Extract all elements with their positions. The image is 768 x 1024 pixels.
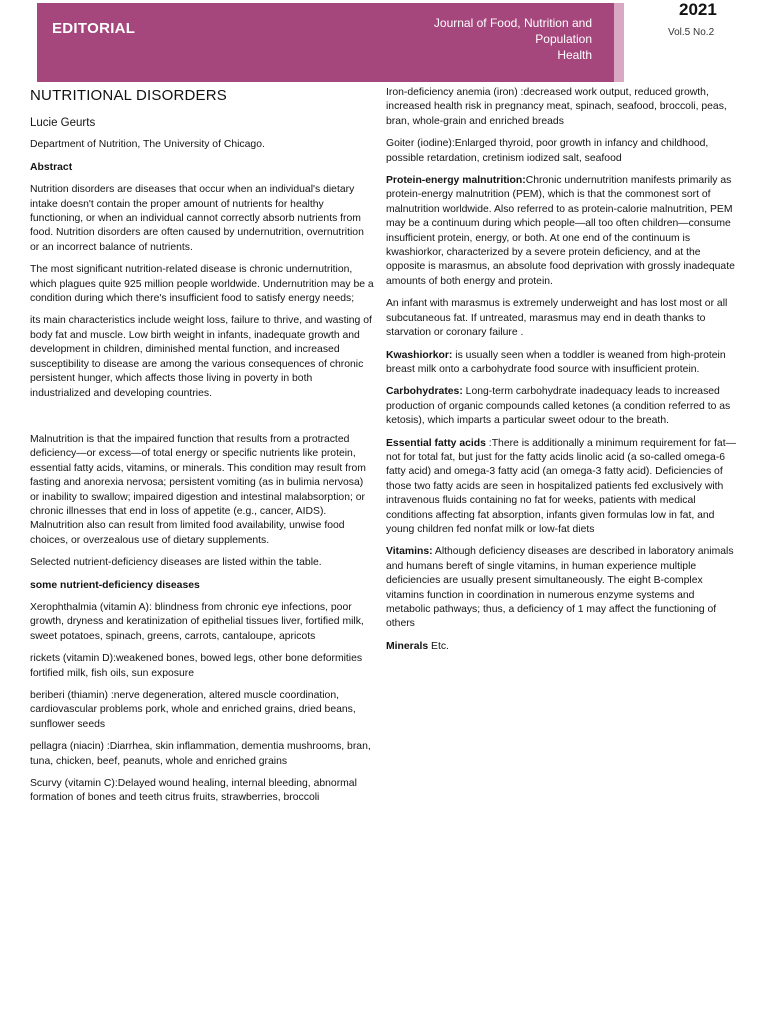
deficiency-item: Scurvy (vitamin C):Delayed wound healing, internal bleeding, abnormal formation of bones and teeth citrus fruits, strawberries, broccoli <box>30 778 357 804</box>
deficiency-list-heading: some nutrient-deficiency diseases <box>30 579 200 591</box>
abstract-heading: Abstract <box>30 161 73 173</box>
paragraph: its main characteristics include weight loss, failure to thrive, and wasting of body fat and muscle. Low birth weight in infants, inadequate growth and development in children, diminished mental function, and increased susceptibility to disease are among the various consequences of chronic persistent hunger, which affects those living in poverty in both industrialized and developing countries. <box>30 315 372 399</box>
fatty-acids-label: Essential fatty acids <box>386 437 486 449</box>
deficiency-item: Xerophthalmia (vitamin A): blindness from chronic eye infections, poor growth, dryness and keratinization of epithelial tissues liver, fortified milk, sweet potatoes, spinach, greens, carrots, cantaloupe, apricots <box>30 601 364 642</box>
article-title: NUTRITIONAL DISORDERS <box>30 87 227 104</box>
journal-line-3: Health <box>557 48 592 62</box>
author-name: Lucie Geurts <box>30 117 96 129</box>
paragraph-gap <box>30 409 375 433</box>
journal-line-2: Population <box>535 32 592 46</box>
marasmus-paragraph: An infant with marasmus is extremely underweight and has lost most or all subcutaneous fat. If untreated, marasmus may end in death thanks to starvation or coronary failure . <box>386 298 728 339</box>
deficiency-item: rickets (vitamin D):weakened bones, bowed legs, other bone deformities fortified milk, fish oils, sun exposure <box>30 653 363 679</box>
vitamins-paragraph: Vitamins: Although deficiency diseases are described in laboratory animals and humans bereft of single vitamins, in human experience multiple deficiencies are usually present simultaneously. The eight B-complex vitamins function in coordination in numerous enzyme systems and metabolic pathways; thus, a deficiency of 1 may affect the functioning of others <box>386 546 734 630</box>
author-affiliation: Department of Nutrition, The University of Chicago. <box>30 139 265 151</box>
carbohydrates-paragraph: Carbohydrates: Long-term carbohydrate inadequacy leads to increased production of organic compounds called ketones (a condition referred to as ketosis), which imparts a particular sweet odour to the breath. <box>386 386 731 427</box>
vitamins-label: Vitamins: <box>386 546 433 558</box>
fatty-acids-paragraph: Essential fatty acids :There is additionally a minimum requirement for fat—not for total fat, but just for the fatty acids linolic acid (a so-called omega-6 fatty acid) and omega-3 fatty acid (an omega-3 fatty acid). Deficiencies of those two fatty acids are seen in hospitalized patients fed exclusively with intravenous fluids containing no fat for weeks, patients with medical conditions affecting fat absorption, infants given formulas low in fat, and young children fed nonfat milk or low-fat diets <box>386 437 736 535</box>
right-column <box>386 86 738 662</box>
section-label: EDITORIAL <box>52 20 136 37</box>
kwashiorkor-paragraph: Kwashiorkor: is usually seen when a toddler is weaned from high-protein breast milk onto a carbohydrate food source with insufficient protein. <box>386 349 726 375</box>
carbohydrates-label: Carbohydrates: <box>386 386 463 398</box>
pem-label: Protein-energy malnutrition: <box>386 175 526 187</box>
header-accent-strip <box>614 3 624 82</box>
paragraph: Nutrition disorders are diseases that occur when an individual's dietary intake doesn't contain the proper amount of nutrients for healthy functioning, or when an individual cannot correctly absorb nutrients from food. Nutrition disorders are often caused by undernutrition, overnutrition or an incorrect balance of nutrients. <box>30 184 364 253</box>
kwashiorkor-label: Kwashiorkor: <box>386 349 453 361</box>
publication-year: 2021 <box>679 0 717 19</box>
minerals-label: Minerals <box>386 640 429 652</box>
pem-paragraph: Protein-energy malnutrition:Chronic undernutrition manifests primarily as protein-energy malnutrition (PEM), which is that the commonest sort of malnutrition worldwide. Also referred to as protein-calorie malnutrition, PEM may be a continuum during which people—all too often children—consume insufficient protein, energy, or both. At one end of the continuum is kwashiorkor, characterized by a severe protein deficiency, and at the opposite is marasmus, an absolute food deprivation with grossly inadequate amounts of both energy and protein. <box>386 175 735 287</box>
volume-issue: Vol.5 No.2 <box>668 27 715 38</box>
paragraph: Malnutrition is that the impaired function that results from a protracted deficiency—or excess—of total energy or specific nutrients like protein, essential fatty acids, vitamins, or minerals. This condition may result from fasting and anorexia nervosa; persistent vomiting (as in bulimia nervosa) or inability to swallow; impaired digestion and intestinal malabsorption; or chronic illnesses that end in loss of appetite (e.g., cancer, AIDS). Malnutrition also can result from limited food availability, unwise food choices, or overzealous use of dietary supplements. <box>30 433 366 546</box>
left-column <box>30 86 375 814</box>
journal-line-1: Journal of Food, Nutrition and <box>433 16 592 30</box>
journal-name <box>362 15 592 63</box>
paragraph: Selected nutrient-deficiency diseases are listed within the table. <box>30 557 322 569</box>
paragraph: The most significant nutrition-related disease is chronic undernutrition, which plagues quite 925 million people worldwide. Undernutrition may be a condition during which there's insufficient food to satisfy energy needs; <box>30 264 374 305</box>
deficiency-item: Iron-deficiency anemia (iron) :decreased work output, reduced growth, increased health risk in pregnancy meat, spinach, seafood, broccoli, peas, bran, whole-grain and enriched breads <box>386 87 727 127</box>
deficiency-item: beriberi (thiamin) :nerve degeneration, altered muscle coordination, cardiovascular problems pork, whole and enriched grains, dried beans, sunflower seeds <box>30 690 356 730</box>
minerals-paragraph: Minerals Etc. <box>386 640 449 652</box>
deficiency-item: Goiter (iodine):Enlarged thyroid, poor growth in infancy and childhood, possible retardation, cretinism iodized salt, seafood <box>386 138 709 164</box>
deficiency-item: pellagra (niacin) :Diarrhea, skin inflammation, dementia mushrooms, bran, tuna, chicken, beef, peanuts, whole and enriched grains <box>30 741 371 767</box>
